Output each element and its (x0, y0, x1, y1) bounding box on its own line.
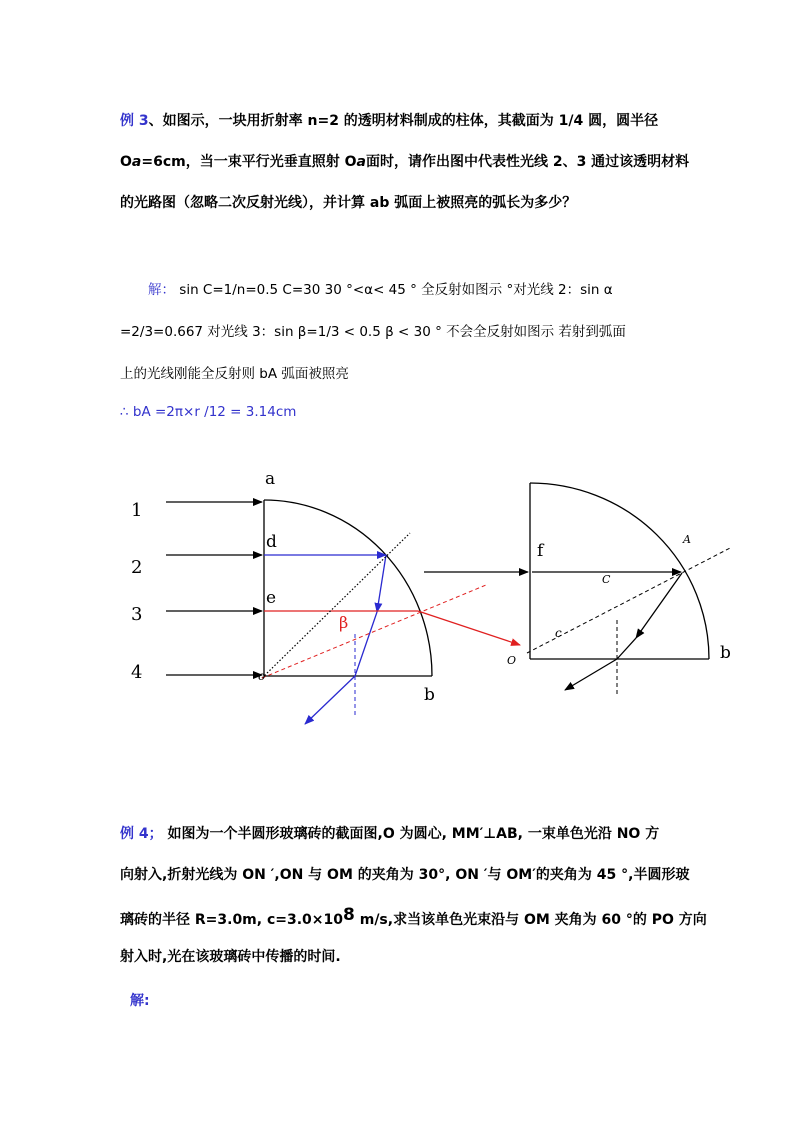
normal-dashed-red (262, 585, 486, 678)
label-beta: β (339, 613, 349, 632)
label-f: f (537, 541, 544, 561)
incident-rays-left (166, 502, 262, 675)
label-A: A (683, 533, 691, 546)
sol3-line3: 上的光线刚能全反射则 bA 弧面被照亮 (120, 366, 349, 382)
ray-number-1: 1 (131, 500, 143, 521)
sol3-result: ∴ bA =2π×r /12 = 3.14cm (120, 404, 297, 420)
label-c: c (555, 626, 562, 640)
ex4-line2: 向射入,折射光线为 ON ′,ON 与 OM 的夹角为 30°, ON ′与 OM′的夹角为 45 °,半圆形玻 (120, 867, 690, 883)
ray-number-2: 2 (131, 557, 143, 578)
label-O-right: O (507, 654, 517, 667)
ray-number-4: 4 (131, 662, 143, 683)
reflected-ray-right-2 (617, 638, 636, 659)
label-b-right: b (720, 643, 731, 663)
ex4-answer-label: 解: (130, 993, 150, 1009)
ex3-line2: Oa=6cm，当一束平行光垂直照射 Oa面时，请作出图中代表性光线 2、3 通过该透明材料 (120, 154, 690, 170)
label-a-left: a (265, 469, 276, 489)
sol3-line2: =2/3=0.667 对光线 3：sin β=1/3 < 0.5 β < 30 ° 不会全反射如图示 若射到弧面 (120, 324, 626, 340)
ex3-line1: 例 3、如图示，一块用折射率 n=2 的透明材料制成的柱体，其截面为 1/4 圆，圆半径 (120, 113, 659, 129)
ray-2-path (264, 555, 386, 724)
label-C: C (602, 573, 611, 586)
exit-ray-right (565, 659, 617, 690)
ex4-label: 例 4； (120, 826, 163, 842)
sol3-label: 解： (148, 282, 175, 298)
left-quarter-circle (264, 500, 432, 676)
label-o-left: o (258, 669, 266, 683)
label-e: e (266, 588, 277, 608)
ex4-line3: 璃砖的半径 R=3.0m, $c=3.0\times 10^8$ m/s,求当该单色光束沿与 OM 夹角为 60 °的 PO 方向 (120, 905, 707, 928)
ray-3-path (264, 611, 520, 645)
ray-number-3: 3 (131, 604, 143, 625)
label-d: d (266, 532, 277, 552)
ex3-label: 例 3 (120, 113, 149, 129)
reflected-ray-right (636, 573, 682, 638)
ex4-line4: 射入时,光在该玻璃砖中传播的时间. (120, 949, 341, 965)
ex4-line1: 例 4； 如图为一个半圆形玻璃砖的截面图,O 为圆心, MM′⊥AB, 一束单色光沿 NO 方 (120, 826, 660, 842)
label-b-left: b (424, 685, 435, 705)
sol3-line1: 解： sin C=1/n=0.5 C=30 30 °<α< 45 ° 全反射如图示 °对光线 2：sin α (148, 282, 613, 298)
ex3-line3: 的光路图（忽略二次反射光线），并计算 ab 弧面上被照亮的弧长为多少？ (120, 195, 577, 211)
